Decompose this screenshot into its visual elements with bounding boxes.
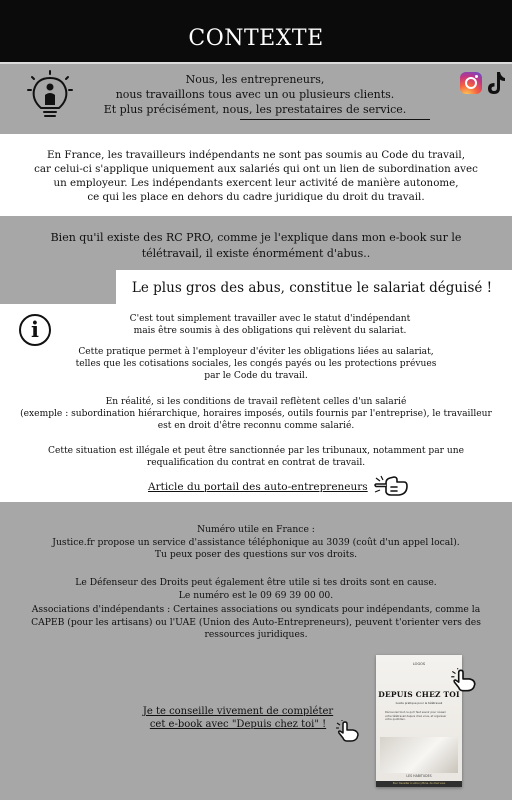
book-author: LES HABITUDES [406, 774, 432, 778]
recommend-line: Je te conseille vivement de compléter [142, 706, 334, 717]
paragraph-line: (exemple : subordination hiérarchique, horaires imposés, outils fournis par l'entreprise), le travailleur [20, 409, 492, 419]
clicking-hand-icon [333, 720, 361, 742]
rcpro-line: Bien qu'il existe des RC PRO, comme je l'explique dans mon e-book sur le [50, 231, 462, 244]
associations-text [14, 604, 498, 642]
instagram-icon[interactable] [460, 72, 482, 94]
page-title: CONTEXTE [188, 26, 324, 51]
assoc-line: CAPEB (pour les artisans) ou l'UAE (Union des Auto-Entrepreneurs), peuvent t'orienter vers des [31, 616, 481, 628]
book-brand: LOGOS [412, 662, 426, 666]
book-description: Découvrez tout ce qu'il faut savoir pour réussir votre télétravail depuis chez vous, et organiser votre quotidien. [385, 711, 447, 722]
rcpro-line: télétravail, il existe énormément d'abus.. [141, 247, 371, 260]
intro-line: Nous, les entrepreneurs, [185, 73, 325, 86]
abuse-paragraph-3 [14, 396, 498, 432]
law-line: un employeur. Les indépendants exercent leur activité de manière autonome, [53, 177, 459, 189]
useful-line: Justice.fr propose un service d'assistance téléphonique au 3039 (coût d'un appel local). [52, 536, 460, 548]
header-divider [0, 62, 512, 64]
intro-text [80, 72, 430, 117]
paragraph-line: C'est tout simplement travailler avec le statut d'indépendant [129, 314, 411, 324]
intro-underline [240, 119, 430, 120]
defenseur-line: Le numéro est le 09 69 39 00 00. [178, 589, 334, 601]
abuse-paragraph-1 [60, 313, 480, 337]
law-line: car celui-ci s'applique uniquement aux salariés qui ont un lien de subordination avec [34, 163, 478, 175]
book-subtitle: Guide pratique pour le télétravail [395, 701, 443, 705]
paragraph-line: par le Code du travail. [204, 371, 308, 381]
paragraph-line: mais être soumis à des obligations qui relèvent du salariat. [133, 326, 407, 336]
paragraph-line: est en droit d'être reconnu comme salarié. [157, 421, 355, 431]
useful-numbers [20, 524, 492, 562]
article-link[interactable]: Article du portail des auto-entrepreneurs [148, 481, 368, 493]
info-icon: i [19, 314, 51, 346]
paragraph-line: Cette situation est illégale et peut être sanctionnée par les tribunaux, notamment par une [48, 446, 464, 456]
law-text [16, 148, 496, 204]
defenseur-line: Le Défenseur des Droits peut également être utile si tes droits sont en cause. [75, 577, 437, 588]
lightbulb-person-icon [24, 70, 76, 122]
pointing-hand-icon [373, 474, 409, 498]
recommend-line: cet e-book avec "Depuis chez toi" ! [149, 719, 327, 730]
useful-line: Tu peux poser des questions sur vos droits. [154, 549, 358, 560]
useful-line: Numéro utile en France : [197, 524, 315, 535]
paragraph-line: telles que les cotisations sociales, les congés payés ou les protections prévues [75, 359, 437, 369]
law-line: En France, les travailleurs indépendants ne sont pas soumis au Code du travail, [47, 149, 465, 161]
intro-line: nous travaillons tous avec un ou plusieurs clients. [115, 88, 395, 101]
abuse-paragraph-4 [14, 445, 498, 469]
clicking-hand-icon-book [448, 668, 478, 692]
ebook-recommendation-link[interactable] [120, 705, 356, 731]
assoc-line: ressources juridiques. [204, 629, 308, 640]
abuse-title: Le plus gros des abus, constitue le salariat déguisé ! [131, 280, 493, 296]
defenseur-text [14, 577, 498, 602]
law-line: ce qui les place en dehors du cadre juridique du droit du travail. [87, 191, 425, 203]
tiktok-icon[interactable] [486, 70, 506, 96]
assoc-line: Associations d'indépendants : Certaines associations ou syndicats pour indépendants, comme la [31, 604, 481, 615]
book-title: DEPUIS CHEZ TOI [378, 690, 460, 699]
book-cover-image [380, 737, 458, 773]
book-footer: Pour travailler à votre rythme, de chez vous [376, 781, 462, 787]
paragraph-line: En réalité, si les conditions de travail reflètent celles d'un salarié [105, 397, 407, 407]
paragraph-line: requalification du contrat en contrat de travail. [146, 458, 366, 468]
abuse-paragraph-2 [14, 346, 498, 382]
intro-line: Et plus précisément, nous, les prestataires de service. [103, 103, 407, 116]
rcpro-text [28, 230, 484, 262]
paragraph-line: Cette pratique permet à l'employeur d'éviter les obligations liées au salariat, [78, 347, 434, 357]
